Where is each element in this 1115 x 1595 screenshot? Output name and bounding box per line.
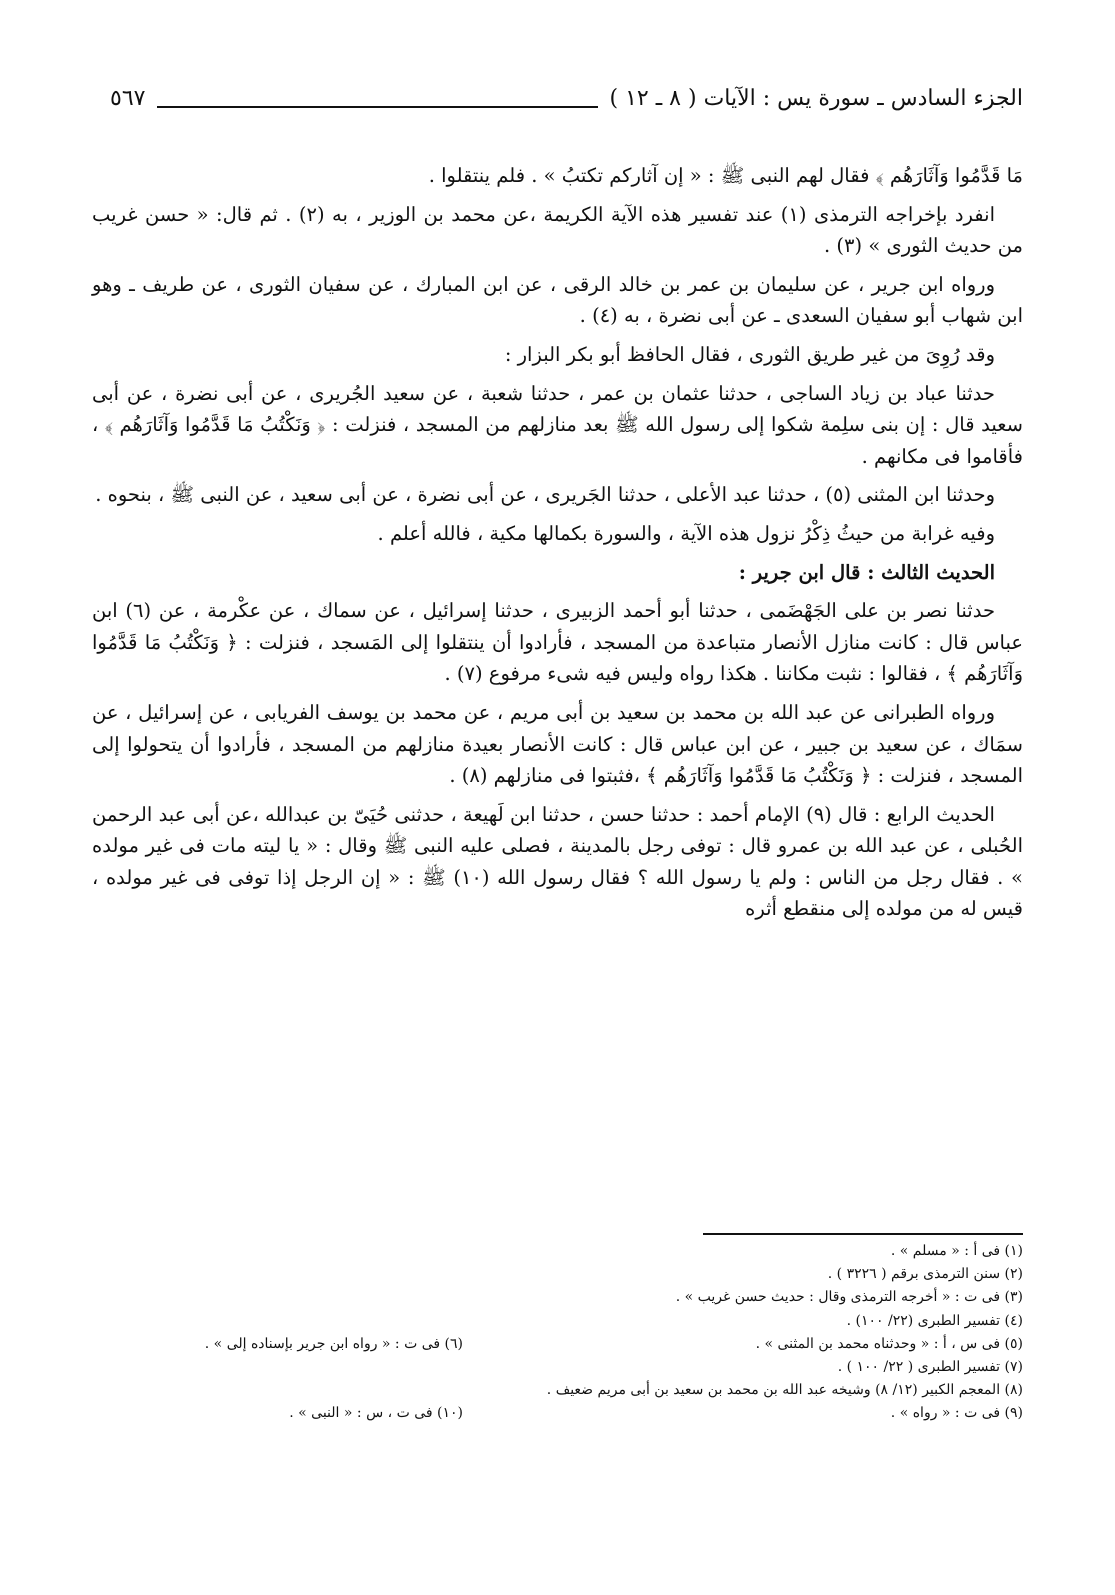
paragraph: حدثنا عباد بن زياد الساجى ، حدثنا عثمان بن عمر ، حدثنا شعبة ، عن سعيد الجُريرى ، عن أبى نضرة ، عن أبى سعيد قال : إن بنى سلِمة شكوا إلى رسول الله ﷺ بعد منازلهم من المسجد ، فنزلت : ﴿ وَنَكْتُبُ مَا قَدَّمُوا وَآثَارَهُم ﴾ ، فأقاموا فى مكانهم .	[92, 381, 1023, 468]
paragraph: ورواه الطبرانى عن عبد الله بن محمد بن سعيد بن أبى مريم ، عن محمد بن يوسف الفريابى ، عن إسرائيل ، عن سمَاك ، عن سعيد بن جبير ، عن ابن عباس قال : كانت الأنصار بعيدة منازلهم من المسجد ، فأرادوا أن يتحولوا إلى المسجد ، فنزلت : ﴿ وَنَكْتُبُ مَا قَدَّمُوا وَآثَارَهُم ﴾ ،فثبتوا فى منازلهم (٨) .	[92, 700, 1023, 788]
paragraph: حدثنا نصر بن على الجَهْضَمى ، حدثنا أبو أحمد الزبيرى ، حدثنا إسرائيل ، عن سماك ، عن عكْرمة ، عن (٦) ابن عباس قال : كانت منازل الأنصار متباعدة من المسجد ، فأرادوا أن ينتقلوا إلى المَسجد ، فنزلت : ﴿ وَنَكْتُبُ مَا قَدَّمُوا وَآثَارَهُم ﴾ ، فقالوا : نثبت مكاننا . هكذا رواه وليس فيه شىء مرفوع (٧) .	[92, 599, 1023, 686]
footnote: (٢) سنن الترمذى برقم ( ٣٢٢٦ ) .	[827, 1266, 1023, 1283]
footnote: (٤) تفسير الطبرى (٢٢/ ١٠٠) .	[846, 1312, 1023, 1329]
footnote: (٣) فى ت : « أخرجه الترمذى وقال : حديث حسن غريب » .	[675, 1289, 1023, 1306]
main-text	[92, 160, 1023, 932]
footnote: (٥) فى س ، أ : « وحدثناه محمد بن المثنى » .	[755, 1335, 1023, 1352]
section-heading: الحديث الثالث : قال ابن جرير :	[738, 560, 995, 584]
paragraph: مَا قَدَّمُوا وَآثَارَهُم ﴾ فقال لهم النبى ﷺ : « إن آثاركم تكتبُ » . فلم ينتقلوا .	[428, 164, 1023, 187]
footnote-row	[92, 1379, 1023, 1402]
footnote: (٨) المعجم الكبير (١٢/ ٨) وشيخه عبد الله بن محمد بن سعيد بن أبى مريم ضعيف .	[546, 1382, 1023, 1399]
footnote: (٩) فى ت : « رواه » .	[890, 1405, 1023, 1422]
footnote-row	[92, 1263, 1023, 1286]
running-header	[110, 78, 1023, 118]
footnote: (١٠) فى ت ، س : « النبى » .	[289, 1405, 463, 1422]
paragraph: وفيه غرابة من حيثُ ذِكْرُ نزول هذه الآية ، والسورة بكمالها مكية ، فالله أعلم .	[377, 521, 995, 545]
footnote-row	[92, 1310, 1023, 1333]
paragraph: ورواه ابن جرير ، عن سليمان بن عمر بن خالد الرقى ، عن ابن المبارك ، عن سفيان الثورى ، عن طريف ـ وهو ابن شهاب أبو سفيان السعدى ـ عن أبى نضرة ، به (٤) .	[92, 272, 1023, 328]
footnote: (٧) تفسير الطبرى ( ٢٢/ ١٠٠ ) .	[837, 1359, 1023, 1376]
footnote-row	[92, 1333, 1023, 1356]
paragraph: وحدثنا ابن المثنى (٥) ، حدثنا عبد الأعلى ، حدثنا الجَريرى ، عن أبى نضرة ، عن أبى سعيد ، عن النبى ﷺ ، بنحوه .	[95, 483, 995, 507]
header-rule	[157, 106, 597, 108]
footnotes	[92, 1240, 1023, 1426]
paragraph: الحديث الرابع : قال (٩) الإمام أحمد : حدثنا حسن ، حدثنا ابن لَهيعة ، حدثنى حُيَىّ بن عبدالله ،عن أبى عبد الرحمن الحُبلى ، عن عبد الله بن عمرو قال : توفى رجل بالمدينة ، فصلى عليه النبى ﷺ وقال : « يا ليته مات فى غير مولده » . فقال رجل من الناس : ولم يا رسول الله ؟ فقال رسول الله (١٠) ﷺ : « إن الرجل إذا توفى فى غير مولده ، قيس له من مولده إلى منقطع أثره	[92, 802, 1023, 921]
page-number: ٥٦٧	[110, 85, 146, 111]
footnote-row	[92, 1286, 1023, 1309]
paragraph: وقد رُوِىَ من غير طريق الثورى ، فقال الحافظ أبو بكر البزار :	[504, 342, 995, 366]
header-title: الجزء السادس ـ سورة يس : الآيات ( ٨ ـ ١٢ )	[609, 85, 1023, 111]
footnote: (٦) فى ت : « رواه ابن جرير بإسناده إلى » .	[204, 1335, 463, 1352]
paragraph: انفرد بإخراجه الترمذى (١) عند تفسير هذه الآية الكريمة ،عن محمد بن الوزير ، به (٢) . ثم قال: « حسن غريب من حديث الثورى » (٣) .	[92, 202, 1023, 258]
footnote-row	[92, 1356, 1023, 1379]
footnote-row	[92, 1402, 1023, 1425]
footnote: (١) فى أ : « مسلم » .	[890, 1243, 1023, 1259]
footnote-row	[92, 1240, 1023, 1263]
footnote-separator	[703, 1233, 1023, 1235]
